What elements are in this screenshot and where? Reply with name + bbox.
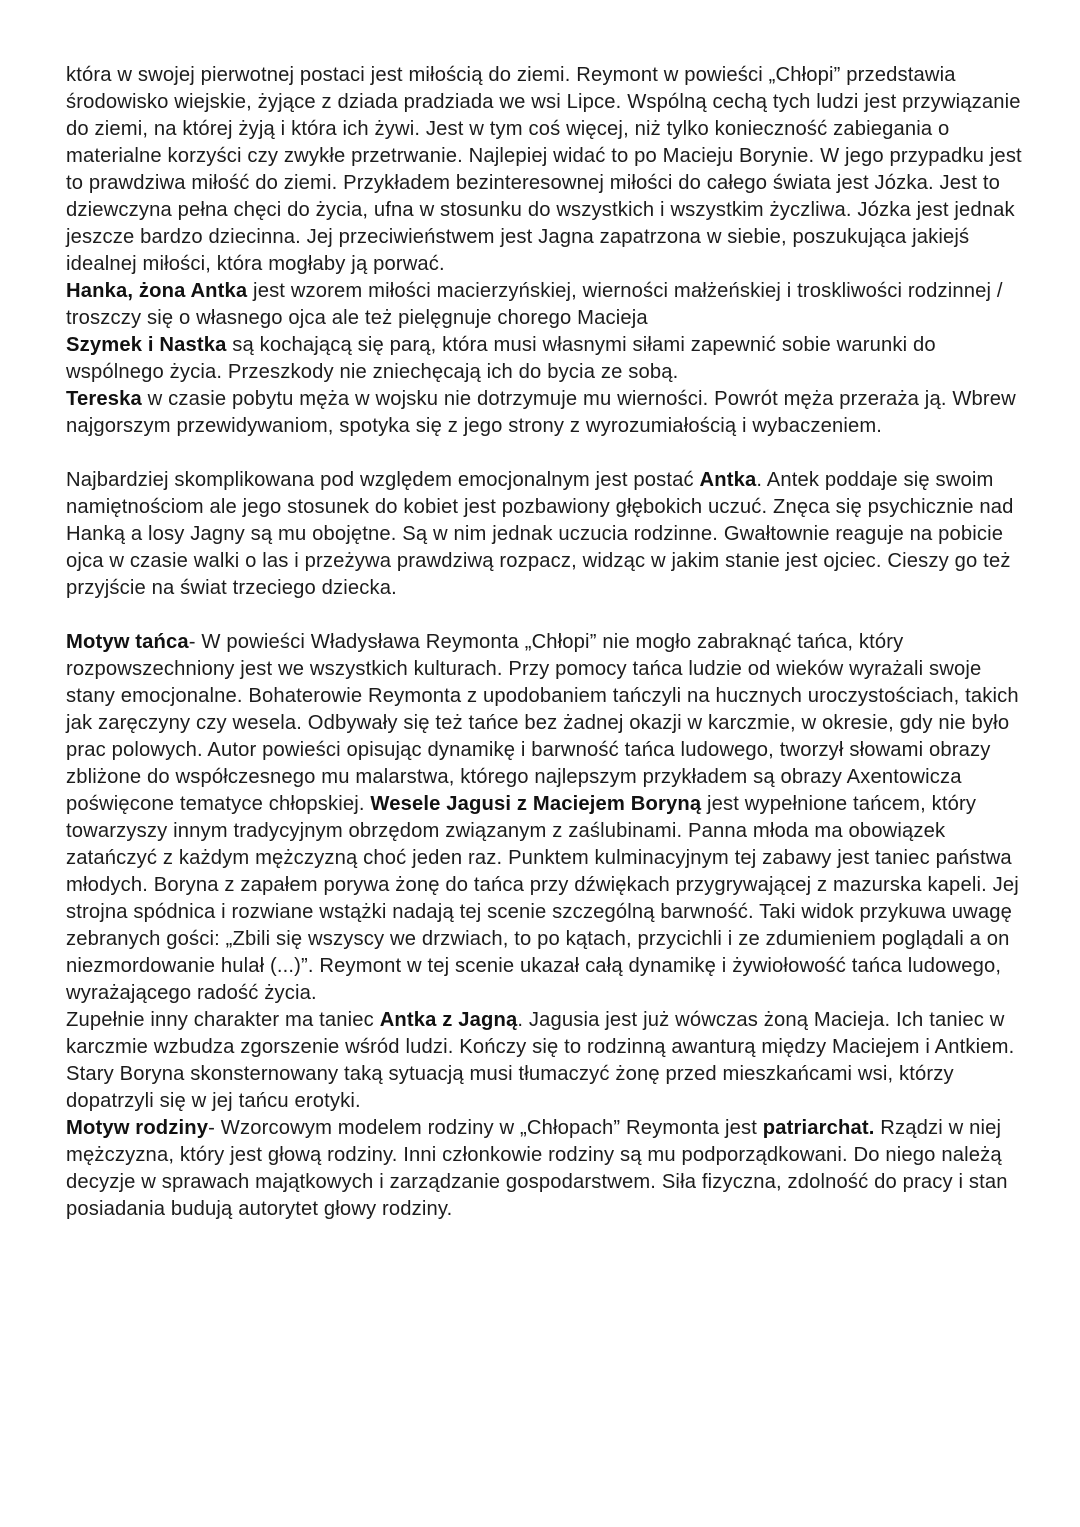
- text-taniec: - W powieści Władysława Reymonta „Chłopi” nie mogło zabraknąć tańca, który rozpowszechniony jest we wszystkich kulturach. Przy pomocy tańca ludzie od wieków wyrażali swoje stany emocjonalne. Bohaterowie Reymonta z upodobaniem tańczyli na hucznych uroczystościach, takich jak zaręczyny czy wesela. Odbywały się też tańce bez żadnej okazji w karczmie, w okresie, gdy nie było prac polowych. Autor powieści opisując dynamikę i barwność tańca ludowego, tworzył słowami obrazy zbliżone do współczesnego mu malarstwa, którego najlepszym przykładem są obrazy Axentowicza poświęcone tematyce chłopskiej.: [66, 631, 1019, 815]
- heading-jagna: Antka z Jagną: [379, 1009, 518, 1031]
- spacer: [66, 440, 1026, 467]
- term-patriarchat: patriarchat.: [762, 1117, 875, 1139]
- text-wesele: jest wypełnione tańcem, który towarzyszy innym tradycyjnym obrzędom związanym z zaślubinami. Panna młoda ma obowiązek zatańczyć z każdym mężczyzną choć jeden raz. Punktem kulminacyjnym tej zabawy jest taniec państwa młodych. Boryna z zapałem porywa żonę do tańca przy dźwiękach przygrywającej z mazurska kapeli. Jej strojna spódnica i rozwiane wstążki nadają tej scenie szczególną barwność. Taki widok przykuwa uwagę zebranych gości: „Zbili się wszyscy we drzwiach, to po kątach, przycichli i ze zdumieniem poglądali a on niezmordowanie hulał (...)”. Reymont w tej scenie ukazał całą dynamikę i żywiołowość tańca ludowego, wyrażającego radość życia.: [66, 793, 1019, 1004]
- spacer: [66, 602, 1026, 629]
- text-antek-pre: Najbardziej skomplikowana pod względem emocjonalnym jest postać: [66, 469, 700, 491]
- text-antek: . Antek poddaje się swoim namiętnościom ale jego stosunek do kobiet jest pozbawiony głębokich uczuć. Znęca się psychicznie nad Hanką a losy Jagny są mu obojętne. Są w nim jednak uczucia rodzinne. Gwałtownie reaguje na pobicie ojca w czasie walki o las i przeżywa prawdziwą rozpacz, widząc w jakim stanie jest ojciec. Cieszy go też przyjście na świat trzeciego dziecka.: [66, 469, 1014, 599]
- paragraph-rodzina: [66, 1115, 1026, 1223]
- text-hanka: jest wzorem miłości macierzyńskiej, wierności małżeńskiej i troskliwości rodzinnej / troszczy się o własnego ojca ale też pielęgnuje chorego Macieja: [66, 280, 1003, 329]
- heading-tereska: Tereska: [66, 388, 142, 410]
- text-rodzina-2: Rządzi w niej mężczyzna, który jest głową rodziny. Inni członkowie rodziny są mu podporządkowani. Do niego należą decyzje w sprawach majątkowych i zarządzanie gospodarstwem. Siła fizyczna, zdolność do pracy i stan posiadania budują autorytet głowy rodziny.: [66, 1117, 1008, 1220]
- heading-rodzina: Motyw rodziny: [66, 1117, 209, 1139]
- paragraph-jagna: [66, 1007, 1026, 1115]
- heading-antek: Antka: [699, 469, 757, 491]
- heading-wesele: Wesele Jagusi z Maciejem Boryną: [370, 793, 702, 815]
- text-jagna-pre: Zupełnie inny charakter ma taniec: [66, 1009, 380, 1031]
- heading-hanka: Hanka, żona Antka: [66, 280, 248, 302]
- text-tereska: w czasie pobytu męża w wojsku nie dotrzymuje mu wierności. Powrót męża przeraża ją. Wbrew najgorszym przewidywaniom, spotyka się z jego strony z wyrozumiałością i wybaczeniem.: [66, 388, 1016, 437]
- paragraph-land-love: która w swojej pierwotnej postaci jest miłością do ziemi. Reymont w powieści „Chłopi” przedstawia środowisko wiejskie, żyjące z dziada pradziada we wsi Lipce. Wspólną cechą tych ludzi jest przywiązanie do ziemi, na której żyją i która ich żywi. Jest w tym coś więcej, niż tylko konieczność zabiegania o materialne korzyści czy zwykłe przetrwanie. Najlepiej widać to po Macieju Borynie. W jego przypadku jest to prawdziwa miłość do ziemi. Przykładem bezinteresownej miłości do całego świata jest Józka. Jest to dziewczyna pełna chęci do życia, ufna w stosunku do wszystkich i wszystkim życzliwa. Józka jest jednak jeszcze bardzo dziecinna. Jej przeciwieństwem jest Jagna zapatrzona w siebie, poszukująca jakiejś idealnej miłości, która mogłaby ją porwać.: [66, 64, 1022, 275]
- paragraph-hanka: [66, 278, 1026, 332]
- text-rodzina: - Wzorcowym modelem rodziny w „Chłopach” Reymonta jest: [208, 1117, 763, 1139]
- text-jagna: . Jagusia jest już wówczas żoną Macieja. Ich taniec w karczmie wzbudza zgorszenie wśród ludzi. Kończy się to rodzinną awanturą między Maciejem i Antkiem. Stary Boryna skonsternowany taką sytuacją musi tłumaczyć żonę przed mieszkańcami wsi, którzy dopatrzyli się w jej tańcu erotyki.: [66, 1009, 1015, 1112]
- paragraph-szymek: [66, 332, 1026, 386]
- paragraph-tereska: [66, 386, 1026, 440]
- heading-szymek: Szymek i Nastka: [66, 334, 227, 356]
- document-page: [66, 62, 1026, 1223]
- paragraph-taniec: [66, 629, 1026, 1007]
- paragraph-antek: [66, 467, 1026, 602]
- text-szymek: są kochającą się parą, która musi własnymi siłami zapewnić sobie warunki do wspólnego życia. Przeszkody nie zniechęcają ich do bycia ze sobą.: [66, 334, 936, 383]
- heading-taniec: Motyw tańca: [66, 631, 189, 653]
